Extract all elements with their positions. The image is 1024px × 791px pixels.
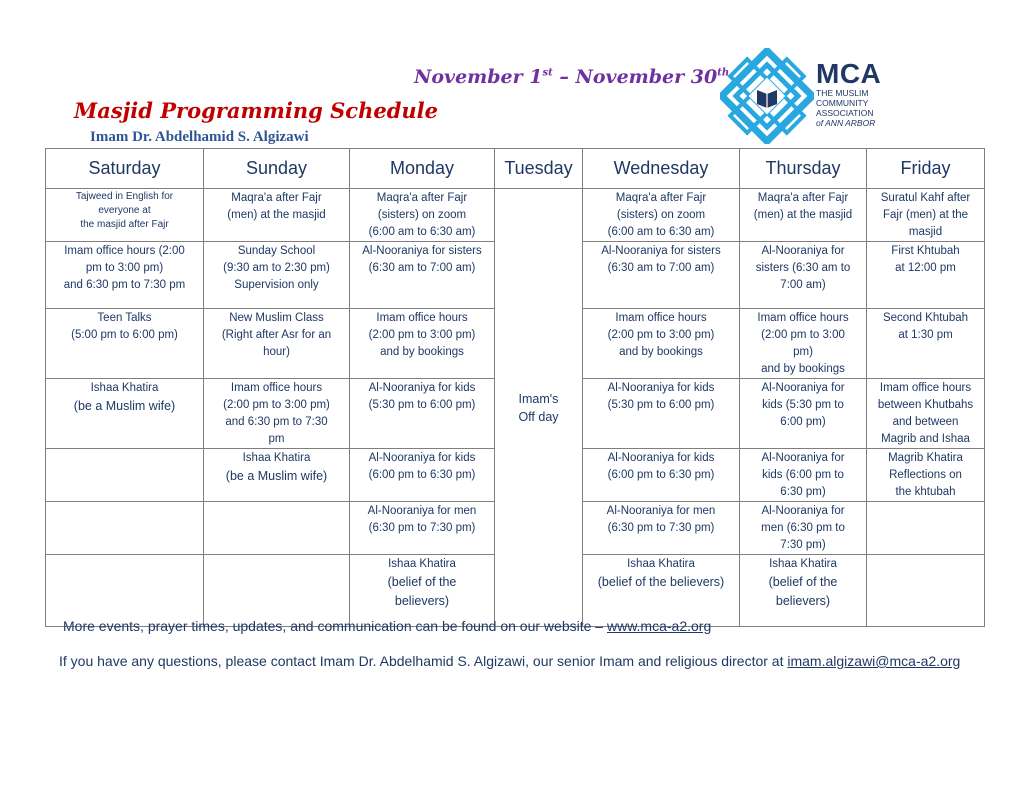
schedule-cell-friday [867, 502, 985, 555]
cell-text: Imam office hours (2:00 pm to 3:00 pm) and by bookings [368, 312, 476, 358]
schedule-cell-thursday [740, 309, 867, 379]
cell-text: Teen Talks (5:00 pm to 6:00 pm) [71, 312, 178, 341]
schedule-cell-wednesday [583, 449, 740, 502]
cell-text: Ishaa Khatira [627, 558, 695, 570]
cell-text: Imam office hours (2:00 pm to 3:00 pm) and 6:30 pm to 7:30 pm [63, 245, 186, 291]
schedule-cell-monday [350, 242, 495, 309]
schedule-cell-friday [867, 309, 985, 379]
schedule-cell-saturday [46, 449, 204, 502]
schedule-cell-tuesday-off [495, 189, 583, 627]
schedule-header-row [46, 149, 985, 189]
cell-text: Al-Nooraniya for men (6:30 pm to 7:30 pm) [367, 505, 477, 534]
tuesday-off-text: Imam's Off day [518, 392, 559, 424]
schedule-cell-wednesday [583, 555, 740, 627]
footer-website-note [63, 618, 711, 634]
cell-text: First Khtubah at 12:00 pm [891, 245, 960, 274]
schedule-cell-thursday [740, 502, 867, 555]
cell-text: Al-Nooraniya for sisters (6:30 am to 7:00 am) [755, 245, 851, 291]
page-title: Masjid Programming Schedule [74, 98, 439, 123]
footer-contact-text: If you have any questions, please contact Imam Dr. Abdelhamid S. Algizawi, our senior Imam and religious director at [59, 653, 788, 669]
schedule-cell-monday [350, 189, 495, 242]
schedule-cell-wednesday [583, 242, 740, 309]
schedule-cell-thursday [740, 242, 867, 309]
day-header-friday: Friday [867, 149, 985, 189]
cell-text: Tajweed in English for everyone at the masjid after Fajr [75, 191, 174, 230]
date-start-suffix: st [542, 67, 553, 79]
schedule-cell-sunday [204, 242, 350, 309]
mca-logo-text [816, 60, 881, 128]
cell-text: Al-Nooraniya for kids (6:00 pm to 6:30 pm) [761, 452, 845, 498]
cell-text: Sunday School (9:30 am to 2:30 pm) Supervision only [223, 245, 330, 291]
schedule-cell-wednesday [583, 502, 740, 555]
cell-text: Imam office hours (2:00 pm to 3:00 pm) and by bookings [757, 312, 849, 375]
schedule-cell-saturday [46, 502, 204, 555]
schedule-cell-saturday [46, 189, 204, 242]
logo-line-3: ASSOCIATION [816, 108, 874, 118]
schedule-cell-thursday [740, 555, 867, 627]
schedule-cell-friday [867, 379, 985, 449]
cell-text: Imam office hours (2:00 pm to 3:00 pm) and 6:30 pm to 7:30 pm [223, 382, 330, 445]
schedule-cell-monday [350, 555, 495, 627]
imam-name: Imam Dr. Abdelhamid S. Algizawi [90, 129, 309, 145]
cell-text: Ishaa Khatira [242, 452, 311, 464]
schedule-cell-thursday [740, 189, 867, 242]
schedule-cell-monday [350, 449, 495, 502]
day-header-monday: Monday [350, 149, 495, 189]
website-link[interactable]: www.mca-a2.org [606, 618, 712, 634]
cell-text: Al-Nooraniya for men (6:30 pm to 7:30 pm) [606, 505, 716, 534]
mca-logo [720, 48, 890, 144]
schedule-cell-thursday [740, 379, 867, 449]
logo-line-1: THE MUSLIM [816, 88, 869, 98]
schedule-cell-saturday [46, 242, 204, 309]
cell-text: Imam office hours between Khutbahs and between Magrib and Ishaa [877, 382, 974, 445]
schedule-table [45, 148, 985, 627]
cell-text: Imam office hours (2:00 pm to 3:00 pm) and by bookings [607, 312, 715, 358]
schedule-cell-saturday [46, 555, 204, 627]
logo-line-2: COMMUNITY [816, 98, 869, 108]
cell-text: Maqra'a after Fajr (men) at the masjid [227, 192, 326, 221]
email-link[interactable]: imam.algizawi@mca-a2.org [787, 653, 961, 669]
schedule-cell-wednesday [583, 189, 740, 242]
day-header-saturday: Saturday [46, 149, 204, 189]
date-end: November 30 [575, 66, 718, 88]
schedule-cell-friday [867, 242, 985, 309]
cell-text: Maqra'a after Fajr (sisters) on zoom (6:00 am to 6:30 am) [607, 192, 715, 238]
cell-subtext: (be a Muslim wife) [225, 469, 328, 483]
day-header-thursday: Thursday [740, 149, 867, 189]
footer-contact-note [59, 650, 989, 672]
schedule-cell-friday [867, 449, 985, 502]
cell-text: Al-Nooraniya for men (6:30 pm to 7:30 pm) [761, 505, 845, 551]
date-separator: – [552, 66, 576, 88]
cell-text: Al-Nooraniya for kids (6:00 pm to 6:30 pm) [607, 452, 715, 481]
logo-line-4: of ANN ARBOR [816, 118, 876, 128]
date-range [414, 66, 729, 88]
schedule-cell-monday [350, 379, 495, 449]
day-header-tuesday: Tuesday [495, 149, 583, 189]
date-end-suffix: th [717, 67, 730, 79]
cell-text: Al-Nooraniya for sisters (6:30 am to 7:00 am) [601, 245, 721, 274]
date-start: November 1 [414, 66, 543, 88]
cell-text: Al-Nooraniya for kids (5:30 pm to 6:00 pm) [761, 382, 845, 428]
day-header-wednesday: Wednesday [583, 149, 740, 189]
schedule-cell-sunday [204, 309, 350, 379]
schedule-cell-saturday [46, 379, 204, 449]
cell-text: Al-Nooraniya for kids (5:30 pm to 6:00 pm) [368, 382, 476, 411]
cell-text: Al-Nooraniya for kids (6:00 pm to 6:30 pm) [368, 452, 476, 481]
cell-text: Ishaa Khatira [769, 558, 837, 570]
cell-subtext: (be a Muslim wife) [73, 399, 176, 413]
schedule-cell-monday [350, 502, 495, 555]
cell-text: Maqra'a after Fajr (sisters) on zoom (6:00 am to 6:30 am) [368, 192, 476, 238]
schedule-cell-sunday [204, 449, 350, 502]
cell-subtext: (belief of the believers) [768, 575, 838, 608]
schedule-cell-wednesday [583, 309, 740, 379]
cell-subtext: (belief of the believers) [387, 575, 457, 608]
cell-text: Maqra'a after Fajr (men) at the masjid [753, 192, 853, 221]
schedule-cell-saturday [46, 309, 204, 379]
cell-text: Suratul Kahf after Fajr (men) at the masjid [880, 192, 971, 238]
cell-text: Al-Nooraniya for sisters (6:30 am to 7:00 am) [362, 245, 482, 274]
schedule-cell-friday [867, 189, 985, 242]
schedule-row [46, 189, 985, 242]
schedule-cell-sunday [204, 555, 350, 627]
footer-website-text: More events, prayer times, updates, and communication can be found on our website – [63, 618, 607, 634]
schedule-cell-thursday [740, 449, 867, 502]
schedule-cell-friday [867, 555, 985, 627]
cell-text: New Muslim Class (Right after Asr for an hour) [221, 312, 332, 358]
cell-subtext: (belief of the believers) [597, 575, 725, 589]
schedule-cell-monday [350, 309, 495, 379]
cell-text: Magrib Khatira Reflections on the khtubah [888, 452, 963, 498]
cell-text: Al-Nooraniya for kids (5:30 pm to 6:00 pm) [607, 382, 715, 411]
cell-text: Ishaa Khatira [90, 382, 159, 394]
schedule-cell-wednesday [583, 379, 740, 449]
schedule-cell-sunday [204, 502, 350, 555]
schedule-cell-sunday [204, 189, 350, 242]
day-header-sunday: Sunday [204, 149, 350, 189]
schedule-cell-sunday [204, 379, 350, 449]
logo-abbreviation: MCA [816, 58, 882, 89]
mca-emblem-icon [720, 48, 814, 144]
cell-text: Second Khtubah at 1:30 pm [882, 312, 969, 341]
cell-text: Ishaa Khatira [388, 558, 456, 570]
